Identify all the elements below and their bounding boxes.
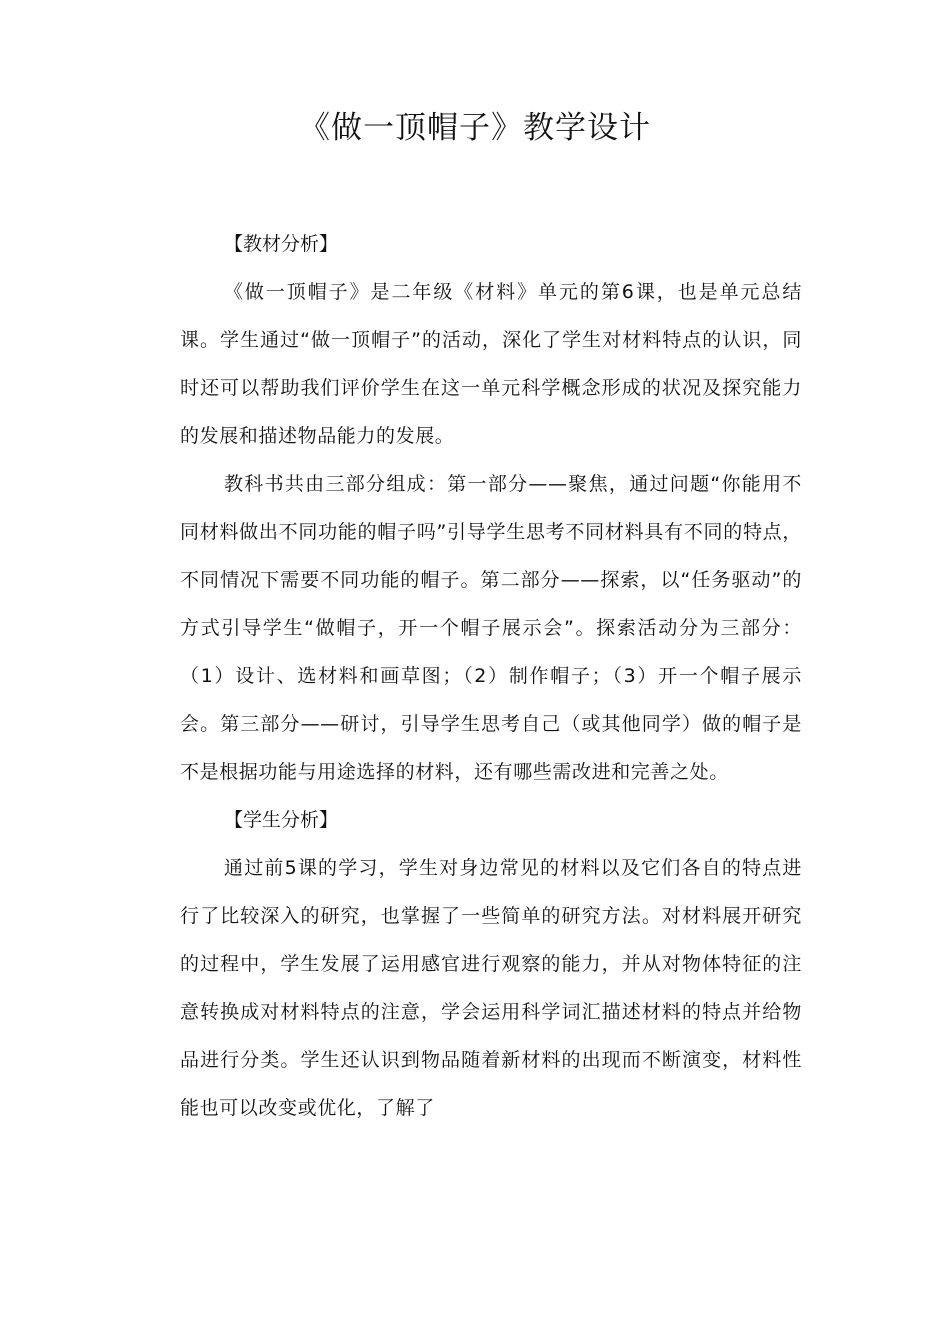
section-heading-student-analysis: 【学生分析】 — [224, 809, 339, 831]
document-body — [180, 220, 802, 1132]
section-heading-textbook-analysis: 【教材分析】 — [224, 233, 339, 255]
paragraph: 通过前5课的学习，学生对身边常见的材料以及它们各自的特点进行了比较深入的研究，也掌握了一些简单的研究方法。对材料展开研究的过程中，学生发展了运用感官进行观察的能力，并从对物体特征的注意转换成对材料特点的注意，学会运用科学词汇描述材料的特点并给物品进行分类。学生还认识到物品随着新材料的出现而不断演变，材料性能也可以改变或优化，了解了 — [180, 857, 802, 1119]
paragraph: 教科书共由三部分组成：第一部分——聚焦，通过问题“你能用不同材料做出不同功能的帽子吗”引导学生思考不同材料具有不同的特点，不同情况下需要不同功能的帽子。第二部分——探索，以“任务驱动”的方式引导学生“做帽子，开一个帽子展示会”。探索活动分为三部分：（1）设计、选材料和画草图；（2）制作帽子；（3）开一个帽子展示会。第三部分——研讨，引导学生思考自己（或其他同学）做的帽子是不是根据功能与用途选择的材料，还有哪些需改进和完善之处。 — [180, 473, 802, 783]
document-title: 《做一顶帽子》教学设计 — [299, 110, 651, 146]
paragraph: 《做一顶帽子》是二年级《材料》单元的第6课，也是单元总结课。学生通过“做一顶帽子”的活动，深化了学生对材料特点的认识，同时还可以帮助我们评价学生在这一单元科学概念形成的状况及探究能力的发展和描述物品能力的发展。 — [180, 281, 802, 447]
